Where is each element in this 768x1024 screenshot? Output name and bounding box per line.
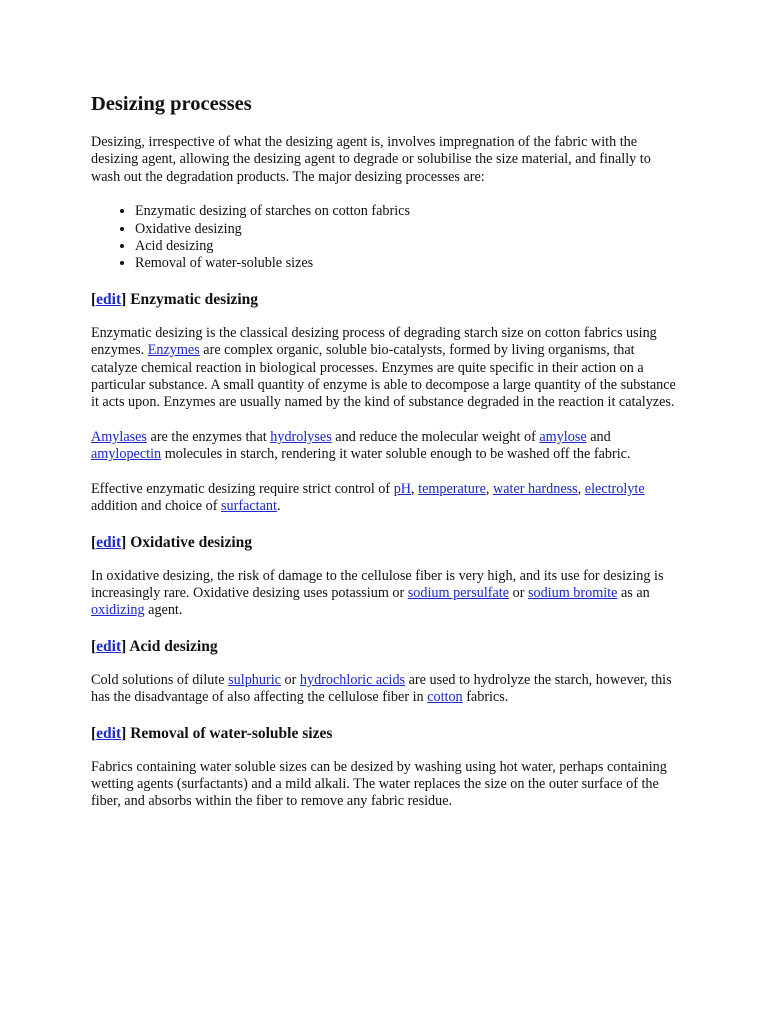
link-amylopectin[interactable]: amylopectin bbox=[91, 446, 162, 463]
page-title: Desizing processes bbox=[91, 93, 252, 115]
link-cotton[interactable]: cotton bbox=[427, 689, 463, 706]
link-surfactant[interactable]: surfactant bbox=[221, 498, 277, 515]
enzymatic-paragraph-1 bbox=[91, 325, 680, 412]
enzymatic-paragraph-2 bbox=[91, 429, 680, 464]
text-run: addition and choice of bbox=[91, 498, 222, 515]
removal-paragraph: Fabrics containing water soluble sizes can be desized by washing using hot water, perhaps containing wetting agents (surfactants) and a mild alkali. The water replaces the size on the outer surface of the fiber, and absorbs within the fiber to remove any fabric residue. bbox=[91, 758, 667, 810]
text-run: as an bbox=[617, 584, 650, 601]
link-oxidizing[interactable]: oxidizing bbox=[91, 602, 145, 619]
heading-text: Oxidative desizing bbox=[130, 533, 253, 551]
link-temperature[interactable]: temperature bbox=[418, 480, 486, 497]
text-run: or bbox=[280, 671, 300, 688]
acid-paragraph bbox=[91, 672, 680, 707]
heading-text: Enzymatic desizing bbox=[130, 290, 259, 308]
text-run: Effective enzymatic desizing require strict control of bbox=[91, 480, 394, 497]
list-item: • Oxidative desizing bbox=[135, 221, 680, 238]
edit-link-oxidative[interactable]: edit bbox=[96, 533, 122, 551]
process-list bbox=[91, 203, 680, 273]
text-run: molecules in starch, rendering it water soluble enough to be washed off the fabric. bbox=[161, 446, 631, 463]
edit-link-enzymatic[interactable]: edit bbox=[96, 290, 122, 308]
edit-link-removal[interactable]: edit bbox=[96, 724, 122, 742]
intro-paragraph: Desizing, irrespective of what the desizing agent is, involves impregnation of the fabric with the desizing agent, allowing the desizing agent to degrade or solubilise the size material, and finally to wash out the degradation products. The major desizing processes are: bbox=[91, 134, 651, 185]
link-amylases[interactable]: Amylases bbox=[91, 428, 147, 445]
text-run: agent. bbox=[144, 602, 183, 619]
heading-text: Removal of water-soluble sizes bbox=[130, 724, 333, 742]
text-run: , bbox=[485, 480, 493, 497]
link-enzymes[interactable]: Enzymes bbox=[147, 342, 200, 359]
link-hydrochloric-acids[interactable]: hydrochloric acids bbox=[299, 671, 406, 688]
text-run: are used to hydrolyze the starch, however, this has the disadvantage of also affecting the cellulose fiber in bbox=[91, 671, 672, 706]
link-hydrolyses[interactable]: hydrolyses bbox=[270, 428, 332, 445]
link-sodium-persulfate[interactable]: sodium persulfate bbox=[407, 584, 510, 601]
text-run: are complex organic, soluble bio-catalysts, formed by living organisms, that catalyze chemical reaction in biological processes. Enzymes are quite specific in their action on a particular substance. A small quantity of enzyme is able to decompose a large quantity of the substance it acts upon. Enzymes are usually named by the kind of substance degraded in the reaction it catalyzes. bbox=[91, 342, 676, 411]
heading-text: Acid desizing bbox=[129, 637, 218, 655]
link-sodium-bromite[interactable]: sodium bromite bbox=[527, 584, 618, 601]
oxidative-paragraph bbox=[91, 568, 680, 620]
link-water-hardness[interactable]: water hardness bbox=[492, 480, 578, 497]
link-sulphuric[interactable]: sulphuric bbox=[228, 671, 281, 688]
link-amylose[interactable]: amylose bbox=[539, 428, 587, 445]
text-run: fabrics. bbox=[462, 689, 509, 706]
text-run: are the enzymes that bbox=[146, 428, 271, 445]
section-heading-oxidative: [edit] Oxidative desizing bbox=[91, 533, 253, 551]
enzymatic-paragraph-3 bbox=[91, 481, 680, 516]
text-run: , bbox=[577, 480, 585, 497]
text-run: or bbox=[509, 584, 528, 601]
text-run: In oxidative desizing, the risk of damage to the cellulose fiber is very high, and its use for desizing is increasingly rare. Oxidative desizing uses potassium or bbox=[91, 567, 664, 601]
list-item: • Removal of water-soluble sizes bbox=[135, 255, 680, 272]
list-item: • Enzymatic desizing of starches on cotton fabrics bbox=[135, 203, 680, 220]
text-run: and bbox=[586, 428, 611, 445]
text-run: and reduce the molecular weight of bbox=[331, 428, 540, 445]
edit-link-acid[interactable]: edit bbox=[96, 637, 122, 655]
link-ph[interactable]: pH bbox=[393, 480, 412, 497]
text-run: Cold solutions of dilute bbox=[91, 671, 229, 688]
text-run: , bbox=[411, 480, 419, 497]
section-heading-acid: [edit] Acid desizing bbox=[91, 637, 218, 655]
text-run: Enzymatic desizing is the classical desizing process of degrading starch size on cotton fabrics using enzymes. bbox=[91, 324, 657, 359]
list-item: • Acid desizing bbox=[135, 238, 680, 255]
link-electrolyte[interactable]: electrolyte bbox=[584, 480, 645, 497]
section-heading-enzymatic: [edit] Enzymatic desizing bbox=[91, 290, 259, 308]
section-heading-removal: [edit] Removal of water-soluble sizes bbox=[91, 724, 333, 742]
text-run: . bbox=[276, 498, 281, 515]
